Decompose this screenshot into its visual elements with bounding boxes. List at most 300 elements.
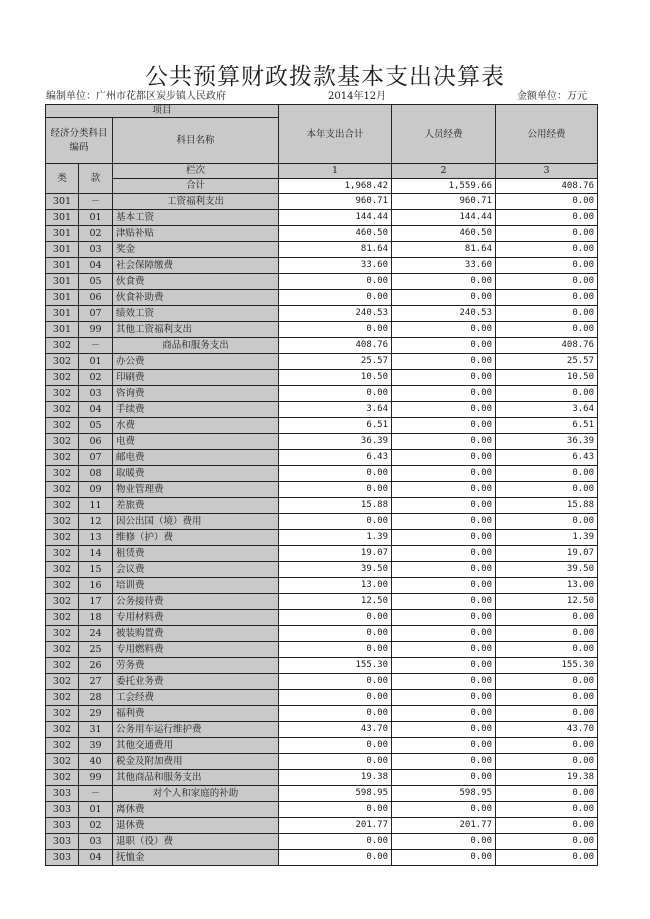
total-amount: 0.00: [279, 738, 392, 754]
personnel-amount: 201.77: [392, 818, 496, 834]
subject-name: 社会保障缴费: [113, 258, 279, 274]
public-amount: 0.00: [496, 242, 598, 258]
col-num-3: 3: [496, 164, 598, 179]
table-row: [46, 418, 598, 434]
personnel-amount: 0.00: [392, 706, 496, 722]
subject-name: 办公费: [113, 354, 279, 370]
total-amount: 0.00: [279, 642, 392, 658]
public-amount: 12.50: [496, 594, 598, 610]
table-row: [46, 738, 598, 754]
section-code: 04: [79, 850, 113, 866]
subject-name: 租赁费: [113, 546, 279, 562]
header-public: 公用经费: [496, 105, 598, 164]
personnel-amount: 0.00: [392, 498, 496, 514]
total-amount: 25.57: [279, 354, 392, 370]
public-amount: 0.00: [496, 834, 598, 850]
header-item: 项目: [46, 105, 279, 118]
header-row-top: [46, 105, 598, 118]
table-row: [46, 242, 598, 258]
personnel-amount: 0.00: [392, 418, 496, 434]
section-code: 03: [79, 242, 113, 258]
personnel-amount: 0.00: [392, 770, 496, 786]
section-code: 06: [79, 290, 113, 306]
class-code: 302: [46, 690, 79, 706]
total-amount: 598.95: [279, 786, 392, 802]
class-code: 302: [46, 450, 79, 466]
class-code: 302: [46, 738, 79, 754]
total-amount: 0.00: [279, 690, 392, 706]
total-amount: 81.64: [279, 242, 392, 258]
public-amount: 0.00: [496, 706, 598, 722]
section-code: 03: [79, 834, 113, 850]
currency-label: 金额单位：万元: [517, 91, 587, 102]
table-row: [46, 658, 598, 674]
total-amount: 0.00: [279, 706, 392, 722]
public-amount: 1.39: [496, 530, 598, 546]
personnel-amount: 0.00: [392, 530, 496, 546]
personnel-amount: 0.00: [392, 402, 496, 418]
section-code: 31: [79, 722, 113, 738]
section-code: 01: [79, 210, 113, 226]
subject-name: 专用材料费: [113, 610, 279, 626]
table-row: [46, 210, 598, 226]
class-code: 302: [46, 370, 79, 386]
total-amount: 0.00: [279, 850, 392, 866]
class-code: 302: [46, 674, 79, 690]
subject-name: 因公出国（境）费用: [113, 514, 279, 530]
personnel-amount: 0.00: [392, 834, 496, 850]
personnel-amount: 0.00: [392, 610, 496, 626]
public-amount: 0.00: [496, 306, 598, 322]
section-code: 08: [79, 466, 113, 482]
class-code: 302: [46, 514, 79, 530]
sum-personnel: 1,559.66: [392, 179, 496, 194]
total-amount: 43.70: [279, 722, 392, 738]
section-code: 09: [79, 482, 113, 498]
table-row: [46, 338, 598, 354]
total-amount: 0.00: [279, 466, 392, 482]
class-code: 302: [46, 338, 79, 354]
subject-name: 差旅费: [113, 498, 279, 514]
personnel-amount: 0.00: [392, 802, 496, 818]
subject-name: 培训费: [113, 578, 279, 594]
public-amount: 0.00: [496, 610, 598, 626]
table-row: [46, 594, 598, 610]
total-amount: 6.51: [279, 418, 392, 434]
subject-name: 福利费: [113, 706, 279, 722]
personnel-amount: 0.00: [392, 450, 496, 466]
class-code: 302: [46, 770, 79, 786]
subject-name: 专用燃料费: [113, 642, 279, 658]
class-code: 302: [46, 354, 79, 370]
subject-name: 津贴补贴: [113, 226, 279, 242]
public-amount: 0.00: [496, 514, 598, 530]
personnel-amount: 144.44: [392, 210, 496, 226]
personnel-amount: 960.71: [392, 194, 496, 210]
section-code: 99: [79, 770, 113, 786]
personnel-amount: 460.50: [392, 226, 496, 242]
subject-name: 工会经费: [113, 690, 279, 706]
table-row: [46, 530, 598, 546]
section-code: 07: [79, 450, 113, 466]
public-amount: 0.00: [496, 274, 598, 290]
table-row: [46, 290, 598, 306]
personnel-amount: 0.00: [392, 434, 496, 450]
class-code: 302: [46, 482, 79, 498]
class-code: 302: [46, 498, 79, 514]
total-amount: 408.76: [279, 338, 392, 354]
section-code: 27: [79, 674, 113, 690]
class-code: 301: [46, 242, 79, 258]
table-row: [46, 546, 598, 562]
public-amount: 408.76: [496, 338, 598, 354]
class-code: 302: [46, 610, 79, 626]
total-amount: 36.39: [279, 434, 392, 450]
subject-name: 公务用车运行维护费: [113, 722, 279, 738]
personnel-amount: 0.00: [392, 594, 496, 610]
table-row: [46, 818, 598, 834]
section-code: 16: [79, 578, 113, 594]
personnel-amount: 0.00: [392, 722, 496, 738]
subject-name: 邮电费: [113, 450, 279, 466]
subject-name: 咨询费: [113, 386, 279, 402]
section-code: 26: [79, 658, 113, 674]
table-row: [46, 258, 598, 274]
class-code: 302: [46, 530, 79, 546]
public-amount: 0.00: [496, 690, 598, 706]
table-row: [46, 850, 598, 866]
public-amount: 0.00: [496, 322, 598, 338]
personnel-amount: 0.00: [392, 546, 496, 562]
section-code: 17: [79, 594, 113, 610]
header-total: 本年支出合计: [279, 105, 392, 164]
personnel-amount: 0.00: [392, 514, 496, 530]
table-row: [46, 194, 598, 210]
personnel-amount: 0.00: [392, 578, 496, 594]
table-row: [46, 450, 598, 466]
public-amount: 0.00: [496, 738, 598, 754]
personnel-amount: 0.00: [392, 322, 496, 338]
col-num-1: 1: [279, 164, 392, 179]
total-amount: 155.30: [279, 658, 392, 674]
personnel-amount: 0.00: [392, 754, 496, 770]
personnel-amount: 0.00: [392, 338, 496, 354]
public-amount: 13.00: [496, 578, 598, 594]
subject-name: 退休费: [113, 818, 279, 834]
subject-name: 被装购置费: [113, 626, 279, 642]
public-amount: 6.43: [496, 450, 598, 466]
header-column-order: 栏次: [113, 164, 279, 179]
subject-name: 劳务费: [113, 658, 279, 674]
total-amount: 0.00: [279, 386, 392, 402]
class-code: 301: [46, 306, 79, 322]
table-row: [46, 610, 598, 626]
table-row: [46, 274, 598, 290]
class-code: 301: [46, 258, 79, 274]
total-amount: 3.64: [279, 402, 392, 418]
total-amount: 0.00: [279, 290, 392, 306]
sum-public: 408.76: [496, 179, 598, 194]
public-amount: 155.30: [496, 658, 598, 674]
table-row: [46, 354, 598, 370]
subject-name: 对个人和家庭的补助: [113, 786, 279, 802]
table-row: [46, 402, 598, 418]
sum-row: [46, 179, 598, 194]
subject-name: 物业管理费: [113, 482, 279, 498]
unit-label: 编制单位：广州市花都区炭步镇人民政府: [46, 91, 226, 102]
public-amount: 3.64: [496, 402, 598, 418]
section-code: 99: [79, 322, 113, 338]
subject-name: 退职（役）费: [113, 834, 279, 850]
public-amount: 0.00: [496, 642, 598, 658]
public-amount: 25.57: [496, 354, 598, 370]
section-code: 40: [79, 754, 113, 770]
total-amount: 144.44: [279, 210, 392, 226]
public-amount: 0.00: [496, 626, 598, 642]
personnel-amount: 0.00: [392, 738, 496, 754]
total-amount: 0.00: [279, 626, 392, 642]
section-code: 01: [79, 354, 113, 370]
public-amount: 0.00: [496, 674, 598, 690]
subject-name: 取暖费: [113, 466, 279, 482]
class-code: 302: [46, 402, 79, 418]
public-amount: 19.07: [496, 546, 598, 562]
section-code: －: [79, 194, 113, 210]
table-row: [46, 770, 598, 786]
table-row: [46, 322, 598, 338]
total-amount: 0.00: [279, 322, 392, 338]
section-code: 02: [79, 226, 113, 242]
section-code: 13: [79, 530, 113, 546]
expenditure-table: [45, 104, 598, 866]
class-code: 303: [46, 786, 79, 802]
subject-name: 伙食补助费: [113, 290, 279, 306]
subject-name: 抚恤金: [113, 850, 279, 866]
section-code: 28: [79, 690, 113, 706]
public-amount: 36.39: [496, 434, 598, 450]
public-amount: 0.00: [496, 194, 598, 210]
subject-name: 工资福利支出: [113, 194, 279, 210]
total-amount: 1.39: [279, 530, 392, 546]
class-code: 301: [46, 290, 79, 306]
public-amount: 0.00: [496, 850, 598, 866]
page-title: 公共预算财政拨款基本支出决算表: [145, 64, 505, 90]
public-amount: 0.00: [496, 786, 598, 802]
sum-label: 合计: [113, 179, 279, 194]
class-code: 302: [46, 578, 79, 594]
personnel-amount: 0.00: [392, 354, 496, 370]
total-amount: 240.53: [279, 306, 392, 322]
section-code: 01: [79, 802, 113, 818]
class-code: 302: [46, 706, 79, 722]
public-amount: 0.00: [496, 290, 598, 306]
header-section: 款: [79, 164, 113, 194]
section-code: 12: [79, 514, 113, 530]
subject-name: 奖金: [113, 242, 279, 258]
total-amount: 10.50: [279, 370, 392, 386]
total-amount: 0.00: [279, 674, 392, 690]
personnel-amount: 0.00: [392, 482, 496, 498]
section-code: 11: [79, 498, 113, 514]
class-code: 302: [46, 562, 79, 578]
section-code: 03: [79, 386, 113, 402]
total-amount: 13.00: [279, 578, 392, 594]
class-code: 303: [46, 818, 79, 834]
table-row: [46, 514, 598, 530]
personnel-amount: 598.95: [392, 786, 496, 802]
table-row: [46, 674, 598, 690]
class-code: 303: [46, 834, 79, 850]
subject-name: 其他工资福利支出: [113, 322, 279, 338]
total-amount: 0.00: [279, 834, 392, 850]
table-row: [46, 642, 598, 658]
section-code: 05: [79, 274, 113, 290]
class-code: 302: [46, 418, 79, 434]
public-amount: 0.00: [496, 258, 598, 274]
section-code: 24: [79, 626, 113, 642]
personnel-amount: 33.60: [392, 258, 496, 274]
section-code: 06: [79, 434, 113, 450]
total-amount: 960.71: [279, 194, 392, 210]
table-row: [46, 562, 598, 578]
subject-name: 商品和服务支出: [113, 338, 279, 354]
total-amount: 0.00: [279, 610, 392, 626]
class-code: 303: [46, 850, 79, 866]
section-code: －: [79, 786, 113, 802]
personnel-amount: 0.00: [392, 850, 496, 866]
table-row: [46, 386, 598, 402]
personnel-amount: 0.00: [392, 466, 496, 482]
subject-name: 维修（护）费: [113, 530, 279, 546]
section-code: 04: [79, 402, 113, 418]
section-code: 39: [79, 738, 113, 754]
col-num-2: 2: [392, 164, 496, 179]
public-amount: 0.00: [496, 226, 598, 242]
section-code: 02: [79, 818, 113, 834]
personnel-amount: 0.00: [392, 642, 496, 658]
public-amount: 6.51: [496, 418, 598, 434]
public-amount: 0.00: [496, 802, 598, 818]
table-row: [46, 722, 598, 738]
class-code: 302: [46, 722, 79, 738]
class-code: 302: [46, 626, 79, 642]
header-econ-code: 经济分类科目编码: [46, 118, 113, 164]
class-code: 301: [46, 226, 79, 242]
public-amount: 15.88: [496, 498, 598, 514]
total-amount: 12.50: [279, 594, 392, 610]
class-code: 301: [46, 274, 79, 290]
total-amount: 0.00: [279, 482, 392, 498]
public-amount: 43.70: [496, 722, 598, 738]
date-label: 2014年12月: [328, 91, 387, 102]
total-amount: 201.77: [279, 818, 392, 834]
personnel-amount: 0.00: [392, 274, 496, 290]
personnel-amount: 0.00: [392, 690, 496, 706]
subject-name: 委托业务费: [113, 674, 279, 690]
public-amount: 0.00: [496, 210, 598, 226]
total-amount: 19.38: [279, 770, 392, 786]
subject-name: 其他交通费用: [113, 738, 279, 754]
class-code: 302: [46, 658, 79, 674]
table-row: [46, 370, 598, 386]
total-amount: 0.00: [279, 754, 392, 770]
table-row: [46, 578, 598, 594]
public-amount: 0.00: [496, 754, 598, 770]
personnel-amount: 81.64: [392, 242, 496, 258]
sum-total: 1,968.42: [279, 179, 392, 194]
subject-name: 绩效工资: [113, 306, 279, 322]
subject-name: 公务接待费: [113, 594, 279, 610]
personnel-amount: 0.00: [392, 562, 496, 578]
personnel-amount: 0.00: [392, 626, 496, 642]
section-code: 18: [79, 610, 113, 626]
subject-name: 伙食费: [113, 274, 279, 290]
public-amount: 0.00: [496, 386, 598, 402]
table-row: [46, 466, 598, 482]
class-code: 302: [46, 466, 79, 482]
class-code: 302: [46, 546, 79, 562]
public-amount: 0.00: [496, 466, 598, 482]
table-row: [46, 498, 598, 514]
subject-name: 税金及附加费用: [113, 754, 279, 770]
header-class: 类: [46, 164, 79, 194]
public-amount: 10.50: [496, 370, 598, 386]
table-row: [46, 482, 598, 498]
subject-name: 水费: [113, 418, 279, 434]
header-row-order: [46, 164, 598, 179]
table-row: [46, 306, 598, 322]
subject-name: 其他商品和服务支出: [113, 770, 279, 786]
section-code: 02: [79, 370, 113, 386]
header-personnel: 人员经费: [392, 105, 496, 164]
public-amount: 0.00: [496, 818, 598, 834]
personnel-amount: 0.00: [392, 290, 496, 306]
total-amount: 0.00: [279, 802, 392, 818]
subject-name: 基本工资: [113, 210, 279, 226]
total-amount: 0.00: [279, 514, 392, 530]
header-subject-name: 科目名称: [113, 118, 279, 164]
class-code: 301: [46, 322, 79, 338]
section-code: －: [79, 338, 113, 354]
personnel-amount: 0.00: [392, 386, 496, 402]
table-row: [46, 626, 598, 642]
table-row: [46, 690, 598, 706]
subject-name: 电费: [113, 434, 279, 450]
table-row: [46, 786, 598, 802]
public-amount: 0.00: [496, 482, 598, 498]
total-amount: 0.00: [279, 274, 392, 290]
table-row: [46, 434, 598, 450]
personnel-amount: 240.53: [392, 306, 496, 322]
personnel-amount: 0.00: [392, 674, 496, 690]
total-amount: 39.50: [279, 562, 392, 578]
class-code: 302: [46, 386, 79, 402]
personnel-amount: 0.00: [392, 370, 496, 386]
table-row: [46, 706, 598, 722]
subject-name: 会议费: [113, 562, 279, 578]
class-code: 303: [46, 802, 79, 818]
class-code: 302: [46, 642, 79, 658]
public-amount: 39.50: [496, 562, 598, 578]
section-code: 29: [79, 706, 113, 722]
total-amount: 460.50: [279, 226, 392, 242]
class-code: 302: [46, 434, 79, 450]
total-amount: 33.60: [279, 258, 392, 274]
table-row: [46, 226, 598, 242]
section-code: 05: [79, 418, 113, 434]
subject-name: 手续费: [113, 402, 279, 418]
section-code: 25: [79, 642, 113, 658]
